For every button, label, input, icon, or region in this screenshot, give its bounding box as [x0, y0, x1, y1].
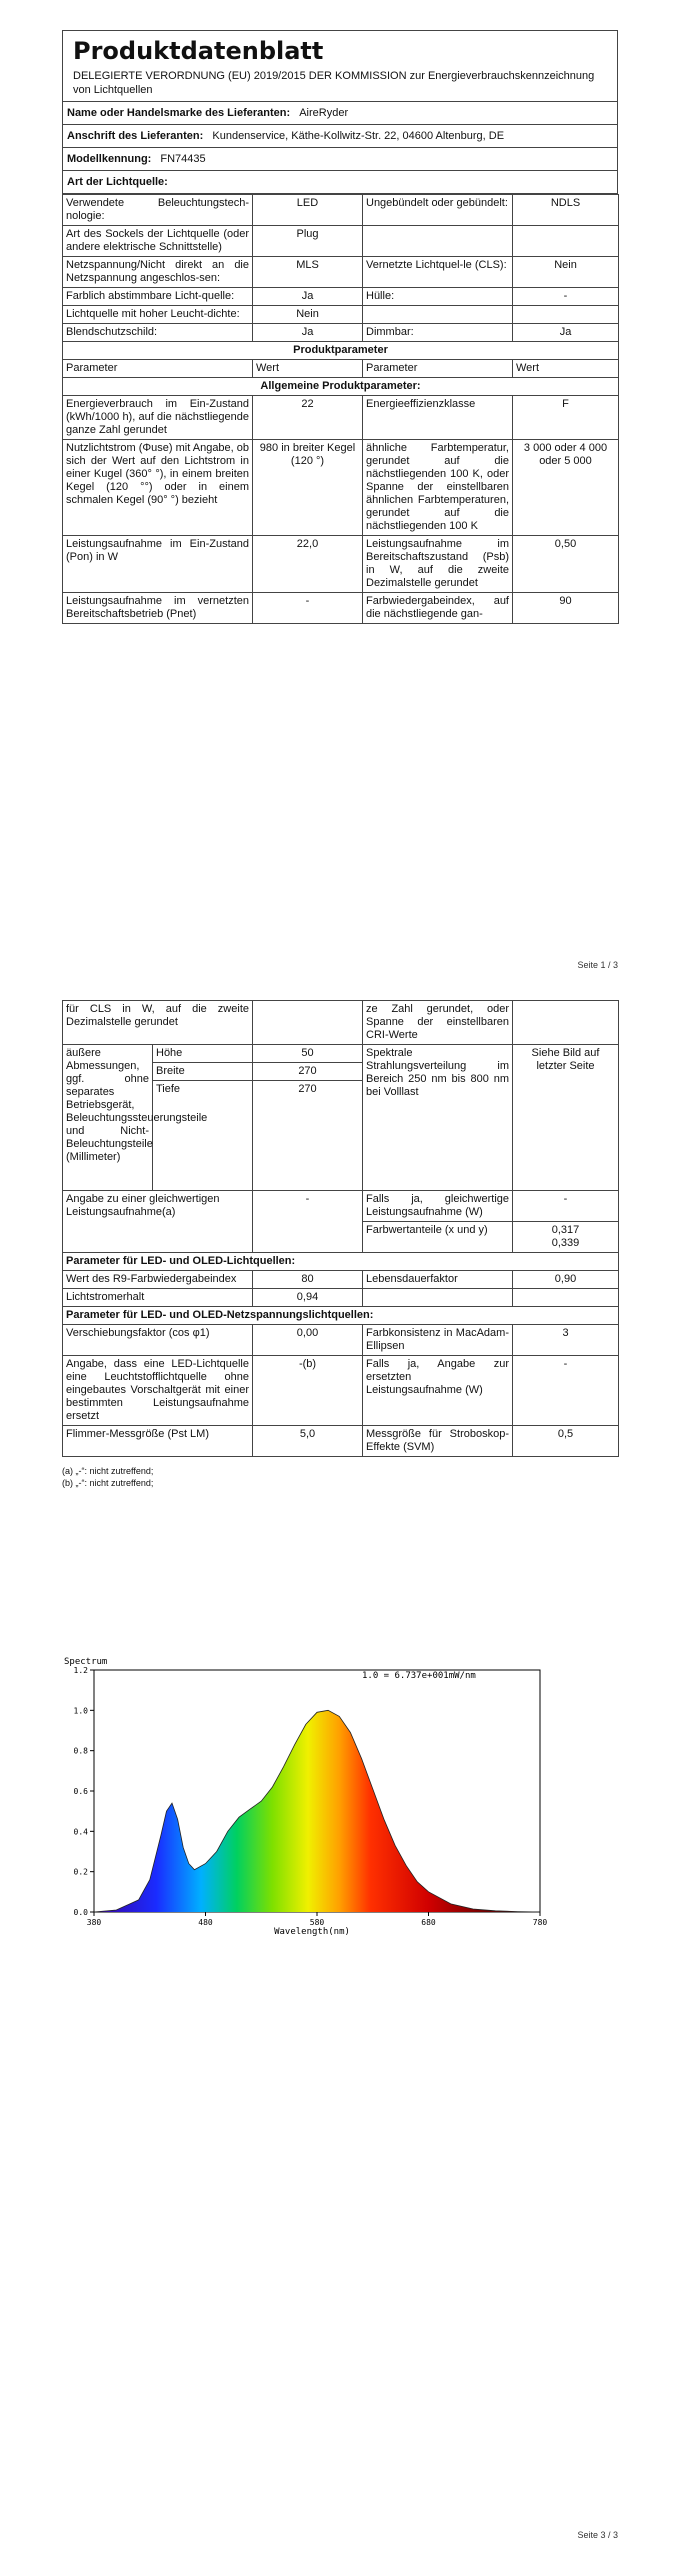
table-row — [63, 1325, 619, 1356]
table-row — [63, 342, 619, 360]
led-params-heading: Parameter für LED- und OLED-Lichtquellen: — [63, 1253, 619, 1271]
datasheet-page-3 — [62, 1000, 618, 1489]
param-cell: Ungebündelt oder gebündelt: — [363, 195, 513, 226]
value-cell: 90 — [513, 593, 619, 624]
param-cell: ähnliche Farbtemperatur, gerundet auf die nächstliegenden 100 K, oder Spanne der einstellbaren ähnlichen Farbtemperaturen, gerundet auf die nächstliegenden 100 K — [363, 440, 513, 536]
param-cell: Messgröße für Stroboskop-Effekte (SVM) — [363, 1426, 513, 1457]
table-row — [63, 1289, 619, 1307]
page-number: Seite 1 / 3 — [577, 960, 618, 970]
param-cell — [363, 226, 513, 257]
x-tick-label: 680 — [421, 1918, 436, 1927]
param-cell: für CLS in W, auf die zweite Dezimalstelle gerundet — [63, 1001, 253, 1045]
dim-value: 50 — [253, 1045, 363, 1063]
equiv-label-text: Angabe zu einer gleichwertigen Leistungsaufnahme(a) — [66, 1193, 220, 1218]
table-row — [63, 440, 619, 536]
param-cell — [363, 306, 513, 324]
param-cell: Verschiebungsfaktor (cos φ1) — [63, 1325, 253, 1356]
param-cell: ze Zahl gerundet, oder Spanne der einstellbaren CRI-Werte — [363, 1001, 513, 1045]
spectrum-chart — [62, 1650, 562, 1940]
y-tick-label: 0.4 — [73, 1827, 88, 1837]
x-tick-label: 580 — [309, 1918, 325, 1927]
spectral-label: Spektrale Strahlungsverteilung im Bereich 250 nm bis 800 nm bei Volllast — [363, 1045, 513, 1191]
param-cell: Nutzlichtstrom (Φuse) mit Angabe, ob sich der Wert auf den Lichtstrom in einer Kugel (360° °), in einem breiten Kegel (120 °°) oder in einem schmalen Kegel (90° °) bezieht — [63, 440, 253, 536]
param-cell: Blendschutzschild: — [63, 324, 253, 342]
table-row — [63, 1001, 619, 1045]
param-cell: Energieverbrauch im Ein-Zustand (kWh/1000 h), auf die nächstliegende ganze Zahl gerundet — [63, 396, 253, 440]
value-cell: 22 — [253, 396, 363, 440]
dim-name: Tiefe — [153, 1081, 253, 1191]
y-tick-label: 1.0 — [73, 1706, 88, 1716]
param-cell: Falls ja, Angabe zur ersetzten Leistungsaufnahme (W) — [363, 1356, 513, 1426]
table-row — [63, 1356, 619, 1426]
column-header: Wert — [253, 360, 363, 378]
column-header: Parameter — [63, 360, 253, 378]
table-row — [63, 536, 619, 593]
param-cell: Lichtquelle mit hoher Leucht-dichte: — [63, 306, 253, 324]
dim-value: 270 — [253, 1063, 363, 1081]
value-cell: 0,50 — [513, 536, 619, 593]
supplier-value: AireRyder — [299, 107, 349, 119]
table-row — [63, 1307, 619, 1325]
x-tick-label: 380 — [86, 1918, 102, 1927]
value-cell: 3 — [513, 1325, 619, 1356]
address-value: Kundenservice, Käthe-Kollwitz-Str. 22, 04600 Altenburg, DE — [212, 130, 505, 142]
chart-title: Spectrum — [64, 1657, 108, 1667]
dim-name: Breite — [153, 1063, 253, 1081]
column-header: Wert — [513, 360, 619, 378]
supplier-row — [62, 102, 618, 125]
table-row — [63, 1191, 619, 1222]
table-row — [63, 593, 619, 624]
page-title: Produktdatenblatt — [73, 37, 324, 65]
equiv-label — [63, 1191, 253, 1253]
table-header-row — [63, 360, 619, 378]
y-tick-label: 0.0 — [73, 1908, 88, 1917]
datasheet-page-1 — [62, 30, 618, 624]
value-cell — [513, 1001, 619, 1045]
address-label: Anschrift des Lieferanten: — [67, 130, 204, 142]
param-cell: Netzspannung/Nicht direkt an die Netzspannung angeschlos-sen: — [63, 257, 253, 288]
table-row — [63, 226, 619, 257]
param-cell: Energieeffizienzklasse — [363, 396, 513, 440]
value-cell: Nein — [513, 257, 619, 288]
value-cell: 5,0 — [253, 1426, 363, 1457]
value-cell: - — [513, 288, 619, 306]
table-row — [63, 306, 619, 324]
light-type-table — [62, 194, 619, 624]
footnote-a: (a) „-“: nicht zutreffend; — [62, 1466, 154, 1476]
value-cell: Nein — [253, 306, 363, 324]
value-cell: 0,90 — [513, 1271, 619, 1289]
param-cell: Angabe, dass eine LED-Lichtquelle eine Leuchtstofflichtquelle ohne eingebautes Vorschaltgerät mit einer bestimmten Leistungsaufnahme ersetzt — [63, 1356, 253, 1426]
page-number: Seite 3 / 3 — [577, 2530, 618, 2540]
title-box — [62, 30, 618, 102]
param-cell: Farblich abstimmbare Licht-quelle: — [63, 288, 253, 306]
footnote-b: (b) „-“: nicht zutreffend; — [62, 1478, 154, 1488]
table-row — [63, 1253, 619, 1271]
x-axis-label: Wavelength(nm) — [274, 1927, 350, 1937]
table-row — [63, 1426, 619, 1457]
value-cell: MLS — [253, 257, 363, 288]
value-cell: 0,317 0,339 — [513, 1222, 619, 1253]
value-cell: F — [513, 396, 619, 440]
param-cell: Vernetzte Lichtquel-le (CLS): — [363, 257, 513, 288]
param-cell: Falls ja, gleichwertige Leistungsaufnahme (W) — [363, 1191, 513, 1222]
model-row — [62, 148, 618, 171]
param-cell: Leistungsaufnahme im Bereitschaftszustand (Psb) in W, auf die zweite Dezimalstelle gerundet — [363, 536, 513, 593]
value-cell: 0,00 — [253, 1325, 363, 1356]
table-row — [63, 257, 619, 288]
table-row — [63, 195, 619, 226]
value-cell: Ja — [513, 324, 619, 342]
equiv-value: - — [253, 1191, 363, 1253]
value-cell: Ja — [253, 324, 363, 342]
address-row — [62, 125, 618, 148]
param-cell: Lebensdauerfaktor — [363, 1271, 513, 1289]
general-params-heading: Allgemeine Produktparameter: — [63, 378, 619, 396]
value-cell: Plug — [253, 226, 363, 257]
model-value: FN74435 — [160, 153, 206, 165]
params-table-continued — [62, 1000, 619, 1457]
param-cell: Farbwiedergabeindex, auf die nächstliegende gan- — [363, 593, 513, 624]
y-tick-label: 0.6 — [73, 1787, 88, 1796]
value-cell: 3 000 oder 4 000 oder 5 000 — [513, 440, 619, 536]
value-cell: -(b) — [253, 1356, 363, 1426]
column-header: Parameter — [363, 360, 513, 378]
chart-annotation: 1.0 = 6.737e+001mW/nm — [362, 1671, 476, 1681]
param-cell: Leistungsaufnahme im Ein-Zustand (Pon) in W — [63, 536, 253, 593]
table-row — [63, 1045, 619, 1063]
table-row — [63, 288, 619, 306]
param-cell: Lichtstromerhalt — [63, 1289, 253, 1307]
table-row — [63, 378, 619, 396]
param-cell: Hülle: — [363, 288, 513, 306]
value-cell — [513, 1289, 619, 1307]
table-row — [63, 1271, 619, 1289]
param-cell — [363, 1289, 513, 1307]
value-cell: - — [513, 1191, 619, 1222]
param-cell: Wert des R9-Farbwiedergabeindex — [63, 1271, 253, 1289]
value-cell: Ja — [253, 288, 363, 306]
x-tick-label: 480 — [198, 1918, 213, 1927]
value-cell: 0,94 — [253, 1289, 363, 1307]
param-cell: Leistungsaufnahme im vernetzten Bereitschaftsbetrieb (Pnet) — [63, 593, 253, 624]
value-cell: 0,5 — [513, 1426, 619, 1457]
value-cell: 22,0 — [253, 536, 363, 593]
value-cell — [513, 226, 619, 257]
value-cell: - — [513, 1356, 619, 1426]
param-cell: Flimmer-Messgröße (Pst LM) — [63, 1426, 253, 1457]
light-type-heading — [62, 171, 618, 194]
param-cell: Farbkonsistenz in MacAdam-Ellipsen — [363, 1325, 513, 1356]
value-cell: - — [253, 593, 363, 624]
footnotes — [62, 1465, 618, 1489]
y-tick-label: 0.2 — [73, 1867, 88, 1877]
product-params-heading: Produktparameter — [63, 342, 619, 360]
param-cell: Farbwertanteile (x und y) — [363, 1222, 513, 1253]
model-label: Modellkennung: — [67, 153, 152, 165]
param-cell: Art des Sockels der Lichtquelle (oder andere elektrische Schnittstelle) — [63, 226, 253, 257]
dim-name: Höhe — [153, 1045, 253, 1063]
x-tick-label: 780 — [532, 1918, 548, 1927]
value-cell — [513, 306, 619, 324]
y-tick-label: 0.8 — [73, 1746, 88, 1756]
light-type-heading-text: Art der Lichtquelle: — [67, 176, 168, 188]
regulation-text: DELEGIERTE VERORDNUNG (EU) 2019/2015 DER KOMMISSION zur Energieverbrauchskennzeichnung von Lichtquellen — [73, 70, 595, 96]
value-cell: 80 — [253, 1271, 363, 1289]
value-cell: LED — [253, 195, 363, 226]
dimensions-label: äußere Abmessungen, ggf. ohne separates Betriebsgerät, Beleuchtungssteuerungsteile und Nicht-Beleuchtungsteile (Millimeter) — [63, 1045, 153, 1191]
value-cell: NDLS — [513, 195, 619, 226]
mains-params-heading: Parameter für LED- und OLED-Netzspannungslichtquellen: — [63, 1307, 619, 1325]
table-row — [63, 324, 619, 342]
table-row — [63, 396, 619, 440]
supplier-label: Name oder Handelsmarke des Lieferanten: — [67, 107, 291, 119]
dim-value: 270 — [253, 1081, 363, 1191]
param-cell: Dimmbar: — [363, 324, 513, 342]
y-tick-label: 1.2 — [73, 1666, 88, 1675]
value-cell — [253, 1001, 363, 1045]
spectral-value: Siehe Bild auf letzter Seite — [513, 1045, 619, 1191]
param-cell: Verwendete Beleuchtungstech-nologie: — [63, 195, 253, 226]
value-cell: 980 in breiter Kegel (120 °) — [253, 440, 363, 536]
